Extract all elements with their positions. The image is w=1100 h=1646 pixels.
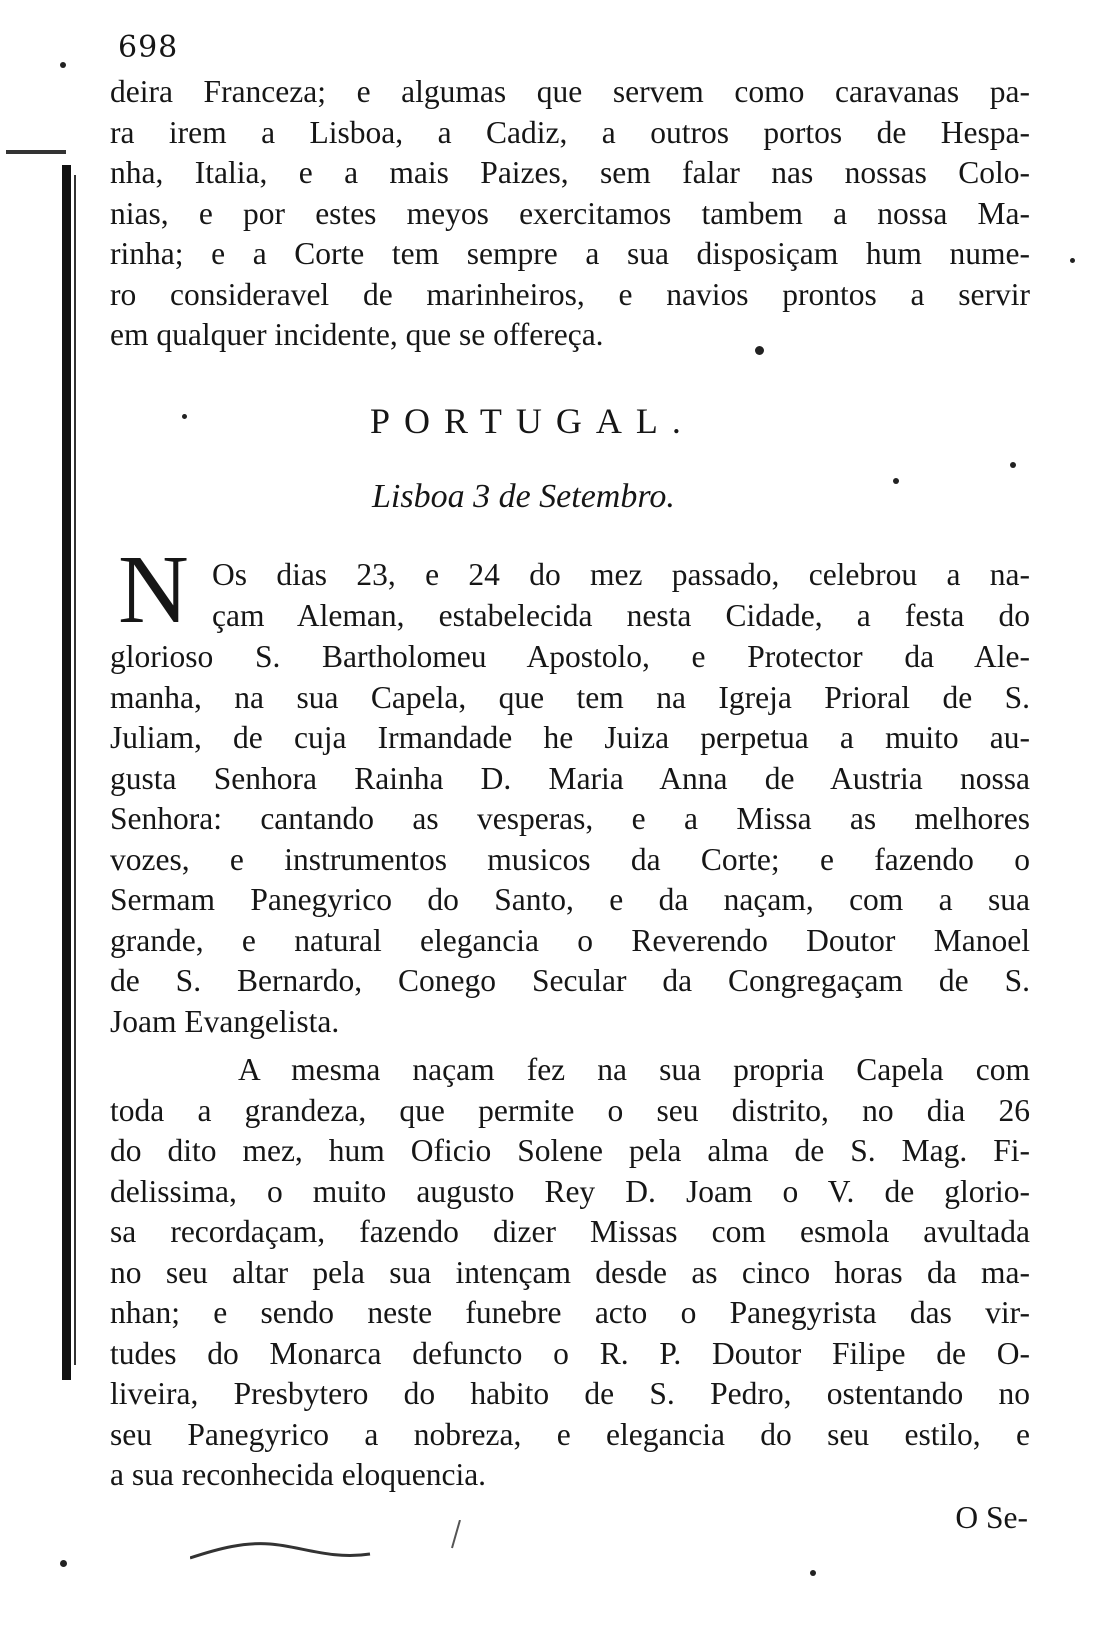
paragraph-1 xyxy=(110,637,1030,1042)
ink-speck xyxy=(182,414,187,419)
ink-speck xyxy=(810,1570,816,1576)
section-heading: PORTUGAL. xyxy=(370,401,695,441)
binding-line xyxy=(74,175,76,1365)
text-line: deira Franceza; e algumas que servem como caravanas pa- xyxy=(110,74,1030,109)
text-line: no seu altar pela sua intençam desde as cinco horas da ma- xyxy=(110,1254,1030,1290)
margin-tick xyxy=(6,150,66,154)
ink-speck xyxy=(755,346,764,355)
text-line: a sua reconhecida eloquencia. xyxy=(110,1457,487,1492)
text-line: Os dias 23, e 24 do mez passado, celebrou a na- xyxy=(212,557,1030,592)
text-line: glorioso S. Bartholomeu Apostolo, e Protector da Ale- xyxy=(110,639,1030,674)
text-line: nias, e por estes meyos exercitamos tambem a nossa Ma- xyxy=(110,195,1030,231)
text-line: toda a grandeza, que permite o seu distrito, no dia 26 xyxy=(110,1092,1030,1128)
text-line: de S. Bernardo, Conego Secular da Congregaçam de S. xyxy=(110,963,1030,998)
text-line: ra irem a Lisboa, a Cadiz, a outros portos de Hespa- xyxy=(110,114,1030,150)
paragraph-1-opening xyxy=(212,555,1030,636)
paragraph-2 xyxy=(110,1050,1030,1496)
text-line: gusta Senhora Rainha D. Maria Anna de Austria nossa xyxy=(110,760,1030,796)
text-line: Senhora: cantando as vesperas, e a Missa as melhores xyxy=(110,801,1030,836)
ink-speck xyxy=(60,1560,67,1567)
text-line: rinha; e a Corte tem sempre a sua disposiçam hum nume- xyxy=(110,236,1030,271)
text-line: nhan; e sendo neste funebre acto o Panegyrista das vir- xyxy=(110,1295,1030,1330)
text-line: liveira, Presbytero do habito de S. Pedro, ostentando no xyxy=(110,1376,1030,1411)
text-line: çam Aleman, estabelecida nesta Cidade, a festa do xyxy=(212,597,1030,633)
ink-smudge xyxy=(190,1520,490,1580)
ink-speck xyxy=(1010,462,1016,468)
catchword: O Se- xyxy=(955,1500,1028,1535)
intro-paragraph xyxy=(110,72,1030,356)
drop-cap: N xyxy=(118,536,189,644)
text-line: grande, e natural elegancia o Reverendo Doutor Manoel xyxy=(110,922,1030,958)
page-number: 698 xyxy=(118,30,179,65)
ink-speck xyxy=(1070,258,1075,263)
text-line: manha, na sua Capela, que tem na Igreja Prioral de S. xyxy=(110,679,1030,715)
binding-shadow xyxy=(62,165,71,1380)
text-line: vozes, e instrumentos musicos da Corte; e fazendo o xyxy=(110,841,1030,877)
dateline: Lisboa 3 de Setembro. xyxy=(372,478,675,515)
text-line: do dito mez, hum Oficio Solene pela alma de S. Mag. Fi- xyxy=(110,1133,1030,1168)
text-line: Juliam, de cuja Irmandade he Juiza perpetua a muito au- xyxy=(110,720,1030,755)
ink-speck xyxy=(893,478,899,484)
text-line: Sermam Panegyrico do Santo, e da naçam, com a sua xyxy=(110,882,1030,917)
text-line: A mesma naçam fez na sua propria Capela com xyxy=(238,1052,1030,1087)
text-line: Joam Evangelista. xyxy=(110,1003,340,1039)
text-line: seu Panegyrico a nobreza, e elegancia do seu estilo, e xyxy=(110,1416,1030,1452)
text-line: sa recordaçam, fazendo dizer Missas com esmola avultada xyxy=(110,1214,1030,1249)
text-line: em qualquer incidente, que se offereça. xyxy=(110,317,604,352)
text-line: ro consideravel de marinheiros, e navios prontos a servir xyxy=(110,276,1030,312)
text-line: tudes do Monarca defuncto o R. P. Doutor Filipe de O- xyxy=(110,1335,1030,1371)
text-line: nha, Italia, e a mais Paizes, sem falar nas nossas Colo- xyxy=(110,155,1030,190)
text-line: delissima, o muito augusto Rey D. Joam o V. de glorio- xyxy=(110,1173,1030,1209)
ink-speck xyxy=(60,62,66,68)
